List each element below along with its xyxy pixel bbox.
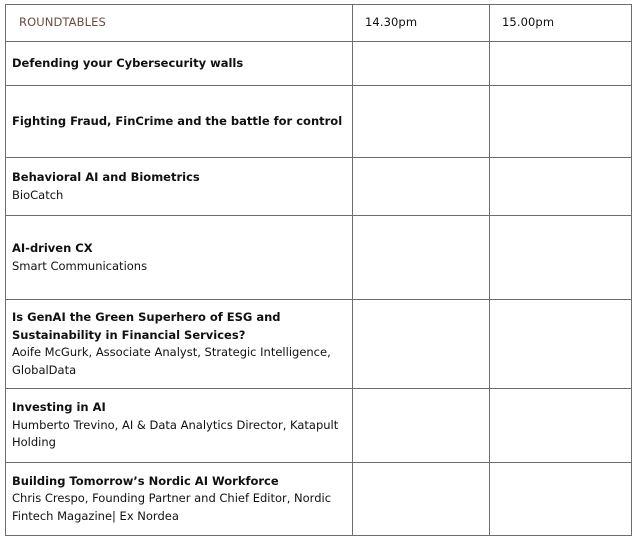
slot-cell	[353, 158, 490, 216]
table-row	[6, 86, 632, 158]
slot-cell	[353, 300, 490, 389]
table-row	[6, 42, 632, 86]
topic-cell	[6, 300, 353, 389]
slot-cell	[490, 42, 632, 86]
topic-title: Is GenAI the Green Superhero of ESG and Sustainability in Financial Services?	[12, 310, 281, 342]
topic-presenter: Humberto Trevino, AI & Data Analytics Director, Katapult Holding	[12, 417, 339, 450]
topic-title: Building Tomorrow’s Nordic AI Workforce	[12, 473, 279, 488]
header-row	[6, 5, 632, 42]
slot-cell	[353, 463, 490, 536]
topic-presenter: Smart Communications	[12, 258, 148, 273]
topic-cell	[6, 158, 353, 216]
topic-cell	[6, 216, 353, 300]
slot-cell	[353, 216, 490, 300]
table-title: ROUNDTABLES	[6, 5, 353, 42]
topic-cell	[6, 86, 353, 158]
topic-cell	[6, 463, 353, 536]
time-slot-2: 15.00pm	[490, 5, 632, 42]
slot-cell	[490, 158, 632, 216]
topic-title: Fighting Fraud, FinCrime and the battle for control	[12, 113, 343, 128]
time-slot-1: 14.30pm	[353, 5, 490, 42]
slot-cell	[353, 42, 490, 86]
slot-cell	[490, 300, 632, 389]
slot-cell	[490, 389, 632, 463]
table-row	[6, 389, 632, 463]
slot-cell	[490, 216, 632, 300]
table-row	[6, 300, 632, 389]
slot-cell	[353, 389, 490, 463]
topic-title: Investing in AI	[12, 400, 106, 415]
roundtables-table	[5, 4, 632, 536]
topic-presenter: BioCatch	[12, 187, 64, 202]
slot-cell	[353, 86, 490, 158]
topic-title: Defending your Cybersecurity walls	[12, 55, 244, 70]
topic-title: AI-driven CX	[12, 241, 93, 255]
topic-presenter: Aoife McGurk, Associate Analyst, Strategic Intelligence, GlobalData	[12, 345, 331, 377]
table-row	[6, 158, 632, 216]
table-row	[6, 216, 632, 300]
topic-title: Behavioral AI and Biometrics	[12, 170, 200, 184]
table-row	[6, 463, 632, 536]
topic-cell	[6, 42, 353, 86]
slot-cell	[490, 86, 632, 158]
topic-presenter: Chris Crespo, Founding Partner and Chief Editor, Nordic Fintech Magazine| Ex Nordea	[12, 491, 332, 523]
topic-cell	[6, 389, 353, 463]
slot-cell	[490, 463, 632, 536]
